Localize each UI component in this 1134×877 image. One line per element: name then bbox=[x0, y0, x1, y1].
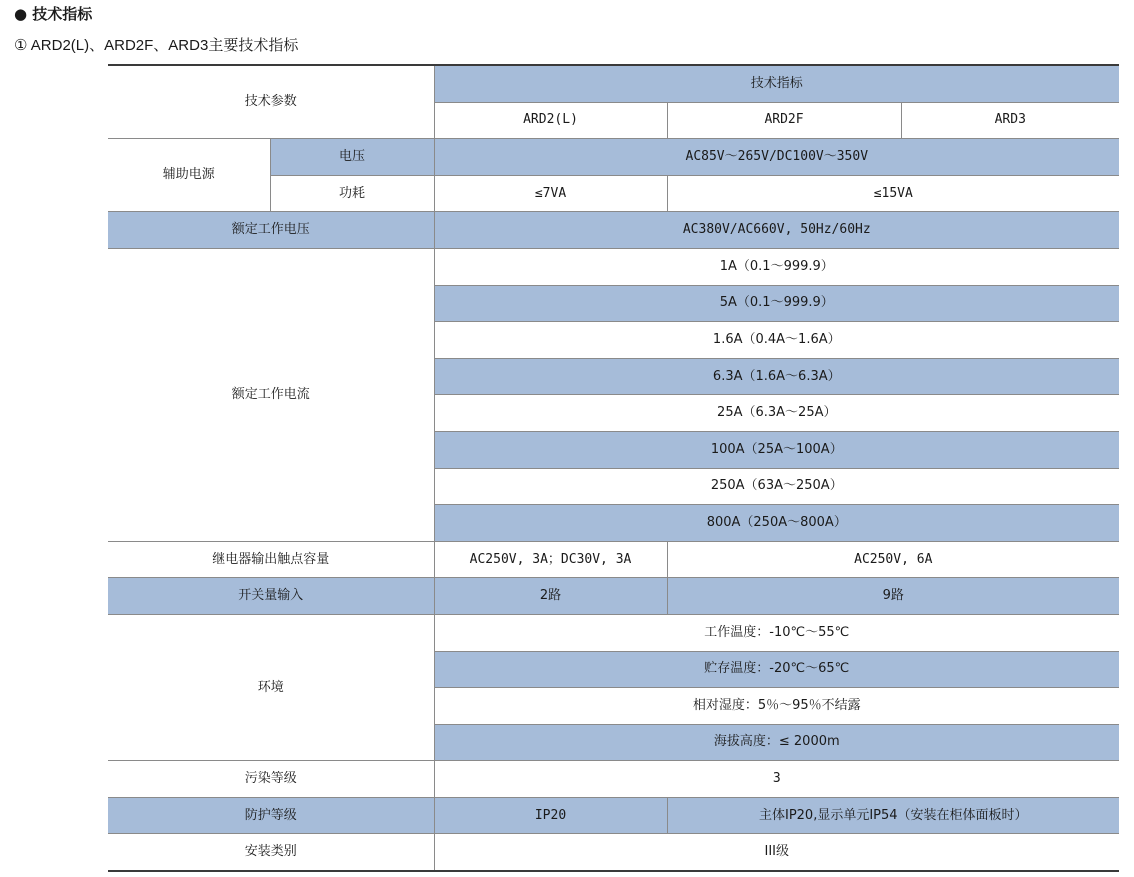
rated-current-value: 800A（250A～800A） bbox=[434, 505, 1119, 542]
protection-ard2l: IP20 bbox=[434, 797, 667, 834]
pollution-value: 3 bbox=[434, 761, 1119, 798]
rated-current-value: 25A（6.3A～25A） bbox=[434, 395, 1119, 432]
power-label: 功耗 bbox=[270, 175, 434, 212]
rated-current-value: 5A（0.1～999.9） bbox=[434, 285, 1119, 322]
rated-current-label: 额定工作电流 bbox=[108, 248, 434, 541]
environment-value: 工作温度：-10℃～55℃ bbox=[434, 614, 1119, 651]
model-ard2f: ARD2F bbox=[667, 102, 901, 139]
voltage-value: AC85V～265V/DC100V～350V bbox=[434, 139, 1119, 176]
voltage-label: 电压 bbox=[270, 139, 434, 176]
table-row bbox=[108, 578, 1119, 615]
environment-value: 贮存温度：-20℃～65℃ bbox=[434, 651, 1119, 688]
rated-current-value: 250A（63A～250A） bbox=[434, 468, 1119, 505]
power-others: ≤15VA bbox=[667, 175, 1119, 212]
spec-table bbox=[108, 64, 1119, 872]
environment-value: 海拔高度：≤ 2000m bbox=[434, 724, 1119, 761]
spec-header: 技术指标 bbox=[434, 65, 1119, 102]
table-row bbox=[108, 614, 1119, 651]
table-row bbox=[108, 797, 1119, 834]
rated-voltage-value: AC380V/AC660V, 50Hz/60Hz bbox=[434, 212, 1119, 249]
power-ard2l: ≤7VA bbox=[434, 175, 667, 212]
install-category-label: 安装类别 bbox=[244, 844, 297, 860]
install-category-value: III级 bbox=[434, 834, 1119, 871]
relay-label: 继电器输出触点容量 bbox=[108, 541, 434, 578]
model-ard2l: ARD2(L) bbox=[434, 102, 667, 139]
rated-current-value: 6.3A（1.6A～6.3A） bbox=[434, 358, 1119, 395]
environment-label: 环境 bbox=[108, 614, 434, 760]
section-heading: ● 技术指标 bbox=[14, 5, 93, 23]
relay-ard2l: AC250V, 3A；DC30V, 3A bbox=[434, 541, 667, 578]
rated-voltage-label: 额定工作电压 bbox=[108, 212, 434, 249]
rated-current-value: 100A（25A～100A） bbox=[434, 431, 1119, 468]
rated-current-value: 1.6A（0.4A～1.6A） bbox=[434, 322, 1119, 359]
switch-input-ard2l: 2路 bbox=[434, 578, 667, 615]
model-ard3: ARD3 bbox=[901, 102, 1119, 139]
table-row bbox=[108, 139, 1119, 176]
table-row bbox=[108, 761, 1119, 798]
protection-label: 防护等级 bbox=[108, 797, 434, 834]
switch-input-others: 9路 bbox=[667, 578, 1119, 615]
environment-value: 相对湿度：5％～95％不结露 bbox=[434, 688, 1119, 725]
param-header: 技术参数 bbox=[108, 65, 434, 139]
table-caption: ① ARD2(L)、ARD2F、ARD3主要技术指标 bbox=[14, 37, 299, 54]
rated-current-value: 1A（0.1～999.9） bbox=[434, 248, 1119, 285]
relay-others: AC250V, 6A bbox=[667, 541, 1119, 578]
switch-input-label: 开关量输入 bbox=[108, 578, 434, 615]
table-row bbox=[108, 65, 1119, 102]
table-row bbox=[108, 248, 1119, 285]
aux-power-label: 辅助电源 bbox=[108, 139, 270, 212]
pollution-label: 污染等级 bbox=[108, 761, 434, 798]
table-row bbox=[108, 541, 1119, 578]
protection-others: 主体IP20,显示单元IP54（安装在柜体面板时） bbox=[667, 797, 1119, 834]
table-row bbox=[108, 834, 1119, 871]
table-row bbox=[108, 212, 1119, 249]
